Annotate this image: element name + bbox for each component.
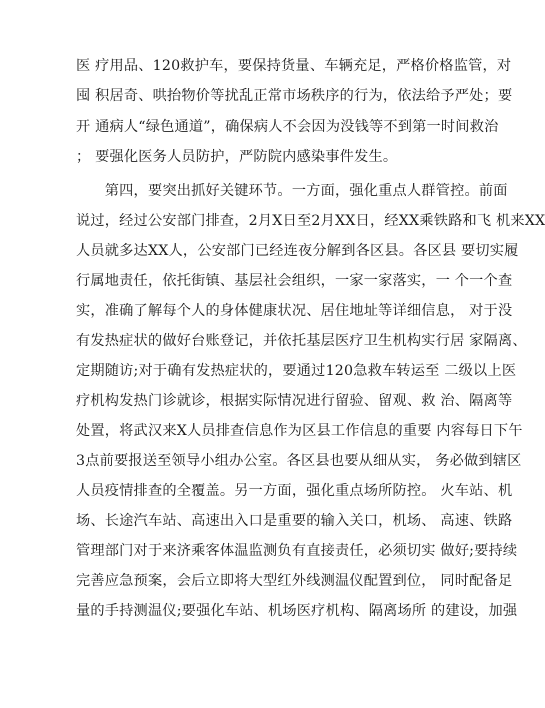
text-line: 有发热症状的做好台账登记，并依托基层医疗卫生机构实行居 家隔离、 — [76, 333, 527, 349]
text-line: 量的手持测温仪;要强化车站、机场医疗机构、隔离场所 的建设，加强 — [76, 603, 518, 619]
text-line: 实，准确了解每个人的身体健康状况、居住地址等详细信息， 对于没 — [76, 303, 513, 319]
text-line: 人员疫情排查的全覆盖。另一方面，强化重点场所防控。 火车站、机 — [76, 483, 513, 499]
text-line: 人员就多达XX人，公安部门已经连夜分解到各区县。各区县 要切实履 — [76, 243, 519, 259]
text-line: 完善应急预案，会后立即将大型红外线测温仪配置到位， 同时配备足 — [76, 573, 513, 589]
text-line: 管理部门对于来济乘客体温监测负有直接责任，必须切实 做好;要持续 — [76, 543, 518, 559]
text-line: 囤 积居奇、哄抬物价等扰乱正常市场秩序的行为，依法给予严处；要 — [76, 88, 513, 104]
text-line: 3点前要报送至领导小组办公室。各区县也要从细从实， 务必做到辖区 — [76, 453, 522, 469]
paragraph-start-line: 第四，要突出抓好关键环节。一方面，强化重点人群管控。前面 — [76, 183, 508, 199]
text-line: 医 疗用品、120救护车，要保持货量、车辆充足，严格价格监管，对 — [76, 58, 512, 74]
text-line: 疗机构发热门诊就诊，根据实际情况进行留验、留观、救 治、隔离等 — [76, 393, 513, 409]
text-line: 场、长途汽车站、高速出入口是重要的输入关口，机场、 高速、铁路 — [76, 513, 513, 529]
text-line: 说过，经过公安部门排查，2月X日至2月XX日，经XX乘铁路和飞 机来XX — [76, 213, 545, 229]
text-line: 行属地责任，依托街镇、基层社会组织，一家一家落实，一 个一个查 — [76, 273, 513, 289]
text-line: 处置，将武汉来X人员排查信息作为区县工作信息的重要 内容每日下午 — [76, 423, 523, 439]
text-line: 开 通病人“绿色通道”，确保病人不会因为没钱等不到第一时间救治 — [76, 119, 499, 135]
text-line: 定期随访;对于确有发热症状的，要通过120急救车转运至 二级以上医 — [76, 363, 517, 379]
text-line: ； 要强化医务人员防护，严防院内感染事件发生。 — [76, 149, 398, 165]
